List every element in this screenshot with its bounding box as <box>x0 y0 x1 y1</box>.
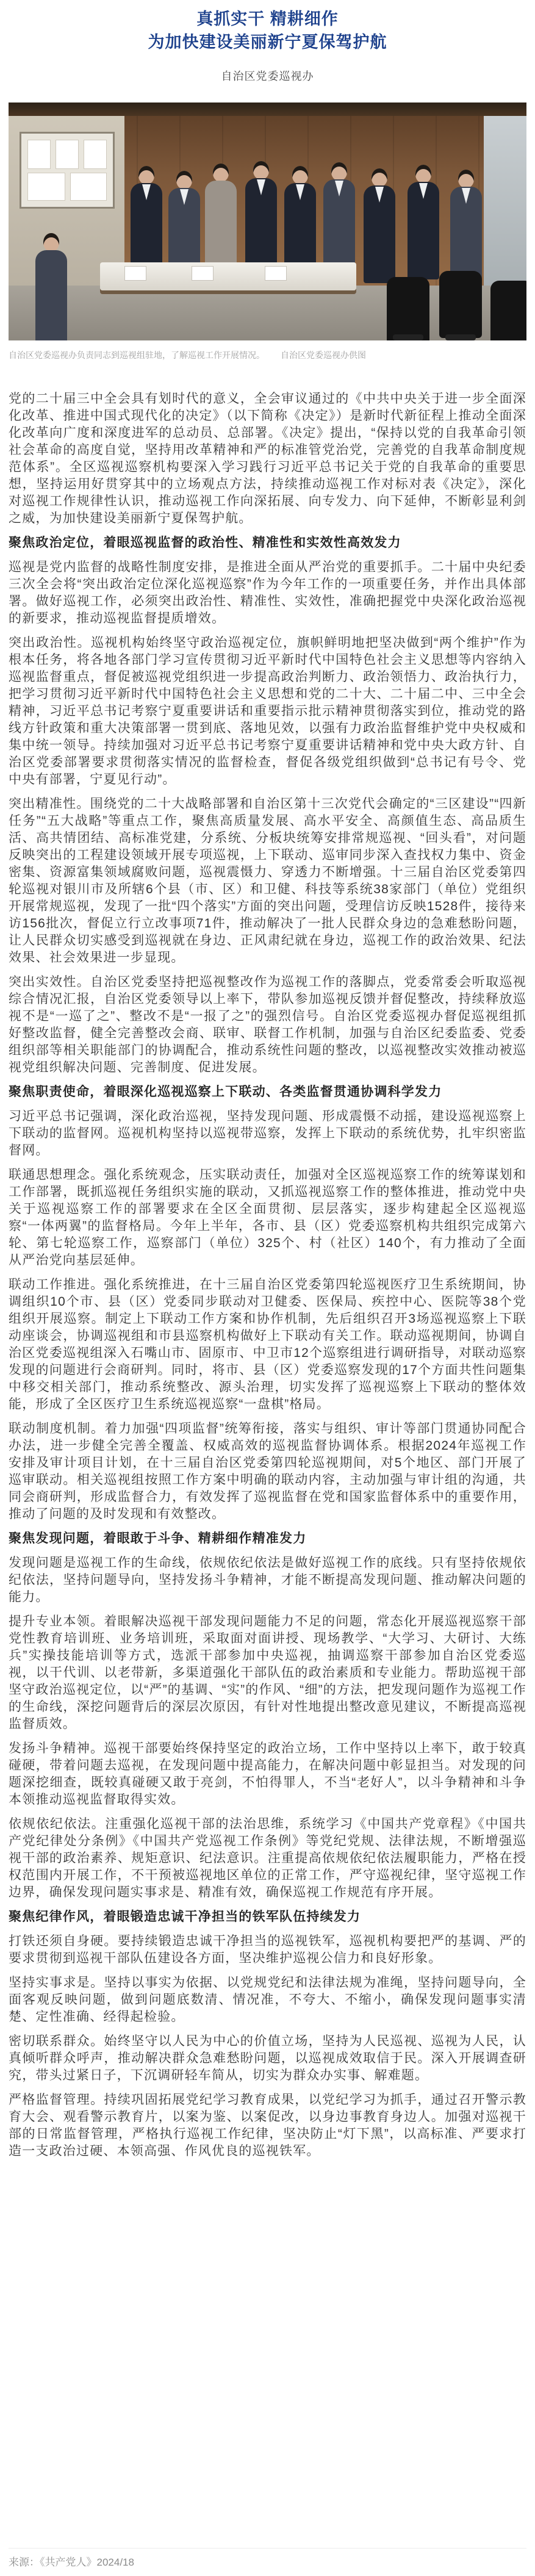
photo-person-shirt <box>296 184 304 200</box>
photo-person-head <box>253 161 269 179</box>
photo-office-chair <box>387 277 429 340</box>
photo-board-paper <box>56 140 79 169</box>
photo-person <box>243 161 279 277</box>
photo-person-head <box>415 165 431 183</box>
body-paragraph: 严格监督管理。持续巩固拓展党纪学习教育成果，以党纪学习为抓手，通过召开警示教育大会、观看警示教育片，以案为鉴、以案促改，以身边事教育身边人。加强对巡视干部的日常监督管理，严格执行巡视工作纪律，坚决防止“灯下黑”，以高标准、严要求打造一支政治过硬、本领高强、作风优良的巡视铁军。 <box>9 2093 526 2158</box>
photo-person-head <box>176 171 192 189</box>
photo-seated-person <box>33 233 70 340</box>
photo-person-shirt <box>335 181 343 196</box>
body-paragraph: 提升专业本领。着眼解决巡视干部发现问题能力不足的问题，常态化开展巡视巡察干部党性教育培训班、业务培训班，采取面对面讲授、现场教学、“大学习、大研讨、大练兵”实操技能培训等方式，选派干部参加中央巡视，抽调巡察干部参加自治区党委巡视，以干代训、以老带新，多渠道强化干部队伍的政治素质和专业能力。帮助巡视干部坚守政治巡视定位，以“严”的基调、“实”的作风、“细”的方法，把发现问题作为巡视工作的生命线，深挖问题背后的深层次原因，有针对性地提出整改意见建议，不断提高巡视监督质效。 <box>9 1614 526 1731</box>
photo-person-head <box>213 164 229 182</box>
photo-document <box>192 266 214 281</box>
body-paragraph: 突出实效性。自治区党委坚持把巡视整改作为巡视工作的落脚点，党委常委会听取巡视综合情况汇报，自治区党委领导以上率下，带队参加巡视反馈并督促整改，持续释放巡视不是“一巡了之”、整改不是“一报了之”的强烈信号。自治区党委巡视办督促巡视组抓好整改监督，健全完善整改会商、联审、联督工作机制，加强与自治区纪委监委、党委组织部等相关职能部门的协调配合，推动系统性问题的整改，以巡视整改实效推动被巡视党组织解决问题、完善制度、促进发展。 <box>9 975 526 1074</box>
section-heading: 聚焦发现问题，着眼敢于斗争、精耕细作精准发力 <box>9 1531 307 1545</box>
photo-board-paper <box>70 173 107 201</box>
article-photo <box>9 103 526 340</box>
article-title-line1: 真抓实干 精耕细作 <box>196 10 339 28</box>
photo-office-chair <box>490 281 526 340</box>
body-paragraph: 突出政治性。巡视机构始终坚守政治巡视定位，旗帜鲜明地把坚决做到“两个维护”作为根本任务，将各地各部门学习宣传贯彻习近平新时代中国特色社会主义思想等内容纳入巡视监督重点，督促被巡视党组织进一步提高政治判断力、政治领悟力、政治执行力，把学习贯彻习近平新时代中国特色社会主义思想和党的二十大、二十届二中、三中全会精神，习近平总书记考察宁夏重要讲话和重要指示批示精神贯彻落实到位，推动党的路线方针政策和重大决策部署一贯到底、落地见效，以强有力政治监督维护党中央权威和集中统一领导。持续加强对习近平总书记考察宁夏重要讲话精神和党中央大政方针、自治区党委部署要求贯彻落实情况的监督检查，督促各级党组织做到“总书记有号令、党中央有部署，宁夏见行动”。 <box>9 636 526 786</box>
photo-chair-base <box>445 334 476 340</box>
section-heading: 聚焦职责使命，着眼深化巡视巡察上下联动、各类监督贯通协调科学发力 <box>9 1085 442 1099</box>
body-paragraph: 密切联系群众。始终坚守以人民为中心的价值立场，坚持为人民巡视、巡视为人民，认真倾听群众呼声，推动解决群众急难愁盼问题，以巡视成效取信于民。深入开展调查研究，带头过紧日子，下沉调研轻车简从，切实为群众办实事、解难题。 <box>9 2034 526 2082</box>
body-paragraph: 突出精准性。围绕党的二十大战略部署和自治区第十三次党代会确定的“三区建设”“四新任务”“五大战略”等重点工作，聚焦高质量发展、高水平安全、高颜值生态、高品质生活、高共情团结、高标准党建，分系统、分板块统筹安排常规巡视、“回头看”，对问题反映突出的工程建设领域开展专项巡视，上下联动、巡审同步深入查找权力集中、资金密集、资源富集领域腐败问题，巡视震慑力、穿透力不断增强。十三届自治区党委第四轮巡视对银川市及所辖6个县（市、区）和卫健、科技等系统38家部门（单位）党组织开展常规巡视，发现了一批“四个落实”方面的突出问题，受理信访反映1528件，接待来访156批次，督促立行立改事项71件，推动解决了一批人民群众身边的急难愁盼问题，让人民群众切实感受到巡视就在身边、正风肃纪就在身边，巡视工作的政治效果、纪法效果、社会效果进一步显现。 <box>9 797 526 965</box>
photo-person-shirt <box>419 183 428 199</box>
photo-window <box>484 116 526 286</box>
photo-person-head <box>331 162 347 181</box>
body-paragraph: 坚持实事求是。坚持以事实为依据、以党规党纪和法律法规为准绳，坚持问题导向，全面客观反映问题，做到问题底数清、情况准，不夸大、不缩小，确保发现问题事实清楚、定性准确、经得起检验。 <box>9 1976 526 2024</box>
photo-person <box>321 162 357 278</box>
photo-person <box>448 170 484 286</box>
intro-paragraph: 党的二十届三中全会具有划时代的意义，全会审议通过的《中共中央关于进一步全面深化改革、推进中国式现代化的决定》（以下简称《决定》）是新时代新征程上推动全面深化改革向广度和深度进军的总动员、总部署。《决定》提出，“保持以党的自我革命引领社会革命的高度自觉，坚持用改革精神和严的标准管党治党，完善党的自我革命制度规范体系”。全区巡视巡察机构要深入学习践行习近平总书记关于党的自我革命的重要思想，坚持运用好贯穿其中的立场观点方法，持续推动巡视工作对标对表《决定》，深化对巡视工作规律性认识，推动巡视工作向深拓展、向专发力、向下延伸，不断彰显利剑之威，为加快建设美丽新宁夏保驾护航。 <box>9 392 526 525</box>
photo-person-shirt <box>375 187 384 203</box>
photo-person-shirt <box>142 184 151 200</box>
photo-bulletin-board <box>20 132 115 209</box>
body-paragraph: 联动工作推进。强化系统推进，在十三届自治区党委第四轮巡视医疗卫生系统期间，协调组织10个市、县（区）党委同步联动对卫健委、医保局、疾控中心、医院等38个党组织开展巡察。制定上下联动工作方案和协作机制，先后组织召开3场巡视巡察上下联动座谈会，协调巡视组和市县巡察机构做好上下联动有关工作。联动巡视期间，协调自治区党委巡视组深入石嘴山市、固原市、中卫市12个巡察组进行调研指导，对联动巡察发现的问题进行会商研判。同时，将市、县（区）党委巡察发现的17个方面共性问题集中移交相关部门，推动系统整改、源头治理，切实发挥了巡视巡察上下联动的整体效能，形成了全区医疗卫生系统巡视巡察“一盘棋”格局。 <box>9 1278 526 1411</box>
photo-chair-base <box>393 334 423 340</box>
photo-caption-row <box>9 349 526 361</box>
body-paragraph: 习近平总书记强调，深化政治巡视，坚持发现问题、形成震慑不动摇，建设巡视巡察上下联动的监督网。巡视机构坚持以巡视带巡察，发挥上下联动的系统优势，扎牢织密监督网。 <box>9 1109 526 1157</box>
body-paragraph: 打铁还须自身硬。要持续锻造忠诚干净担当的巡视铁军，巡视机构要把严的基调、严的要求贯彻到巡视干部队伍建设各方面，坚决维护巡视公信力和良好形象。 <box>9 1934 526 1965</box>
body-paragraph: 依规依纪依法。注重强化巡视干部的法治思维，系统学习《中国共产党章程》《中国共产党纪律处分条例》《中国共产党巡视工作条例》等党纪党规、法律法规，不断增强巡视干部的政治素养、规矩意识、纪法意识。注重提高依规依纪依法履职能力，严格在授权范围内开展工作，不干预被巡视地区单位的正常工作，严守巡视纪律，坚守巡视工作边界，确保发现问题实事求是、精准有效，确保巡视工作规范有序开展。 <box>9 1817 526 1899</box>
photo-credit: 自治区党委巡视办供图 <box>281 350 366 360</box>
photo-person-shirt <box>257 179 265 195</box>
photo-person-shirt <box>180 189 189 205</box>
body-paragraph: 联动制度机制。着力加强“四项监督”统筹衔接，落实与组织、审计等部门贯通协同配合办法，进一步健全完善全覆盖、权威高效的巡视监督协调体系。根据2024年巡视工作安排及审计项目计划，在十三届自治区党委第四轮巡视期间，对5个地区、部门开展了巡审联动。相关巡视组按照工作方案中明确的联动内容，主动加强与审计组的沟通，共同会商研判，形成监督合力，有效发挥了巡视监督在党和国家监督体系中的重要作用，推动了问题的及时发现和有效整改。 <box>9 1422 526 1521</box>
article-title-line2: 为加快建设美丽新宁夏保驾护航 <box>148 33 387 51</box>
article-body <box>9 390 526 2167</box>
source-divider <box>9 2548 526 2549</box>
article-source: 来源：《共产党人》2024/18 <box>9 2556 134 2568</box>
body-paragraph: 发现问题是巡视工作的生命线，依规依纪依法是做好巡视工作的底线。只有坚持依规依纪依法，坚持问题导向，坚持发扬斗争精神，才能不断提高发现问题、推动解决问题的能力。 <box>9 1556 526 1604</box>
section-heading: 聚焦政治定位，着眼巡视监督的政治性、精准性和实效性高效发力 <box>9 536 401 550</box>
photo-person-head <box>458 170 474 188</box>
body-paragraph: 巡视是党内监督的战略性制度安排，是推进全面从严治党的重要抓手。二十届中央纪委三次全会将“突出政治定位深化巡视巡察”作为今年工作的一项重要任务，并作出具体部署。做好巡视工作，必须突出政治性、精准性、实效性，准确把握党中央深化政治巡视的新要求，推动巡视监督提质增效。 <box>9 560 526 625</box>
body-paragraph: 发扬斗争精神。巡视干部要始终保持坚定的政治立场，工作中坚持以上率下，敢于较真碰硬，带着问题去巡视，在发现问题中提高能力，在解决问题中彰显担当。对发现的问题深挖细查，既较真碰硬又敢于亮剑，不怕得罪人，不当“老好人”，以斗争精神和斗争本领推动巡视监督取得实效。 <box>9 1741 526 1807</box>
photo-document <box>265 266 287 281</box>
section-heading: 聚焦纪律作风，着眼锻造忠诚干净担当的铁军队伍持续发力 <box>9 1910 361 1924</box>
article-author: 自治区党委巡视办 <box>221 70 314 82</box>
photo-person-head <box>372 168 387 187</box>
photo-person-shirt <box>462 188 470 204</box>
photo-person-head <box>138 166 154 184</box>
photo-board-paper <box>27 173 65 201</box>
photo-document <box>124 266 146 281</box>
photo-board-paper <box>84 140 107 169</box>
photo-person-body <box>35 250 67 340</box>
body-paragraph: 联通思想理念。强化系统观念，压实联动责任，加强对全区巡视巡察工作的统筹谋划和工作部署，既抓巡视任务组织实施的联动，又抓巡视巡察工作的整体推进，推动党中央关于巡视巡察工作的部署要求在全区全面贯彻、层层落实，逐步构建起全区巡视巡察“一体两翼”的监督格局。今年上半年，各市、县（区）党委巡察机构共组织完成第六轮、第七轮巡察工作，巡察部门（单位）325个、村（社区）140个，有力推动了全面从严治党向基层延伸。 <box>9 1168 526 1267</box>
photo-person-head <box>43 233 59 251</box>
photo-office-chair <box>439 271 482 338</box>
photo-person <box>405 165 442 281</box>
photo-ceiling <box>9 103 526 116</box>
photo-caption: 自治区党委巡视办负责同志到巡视组驻地，了解巡视工作开展情况。 <box>9 350 265 360</box>
photo-board-paper <box>27 140 51 169</box>
photo-person-head <box>292 166 308 184</box>
photo-person <box>361 168 398 284</box>
